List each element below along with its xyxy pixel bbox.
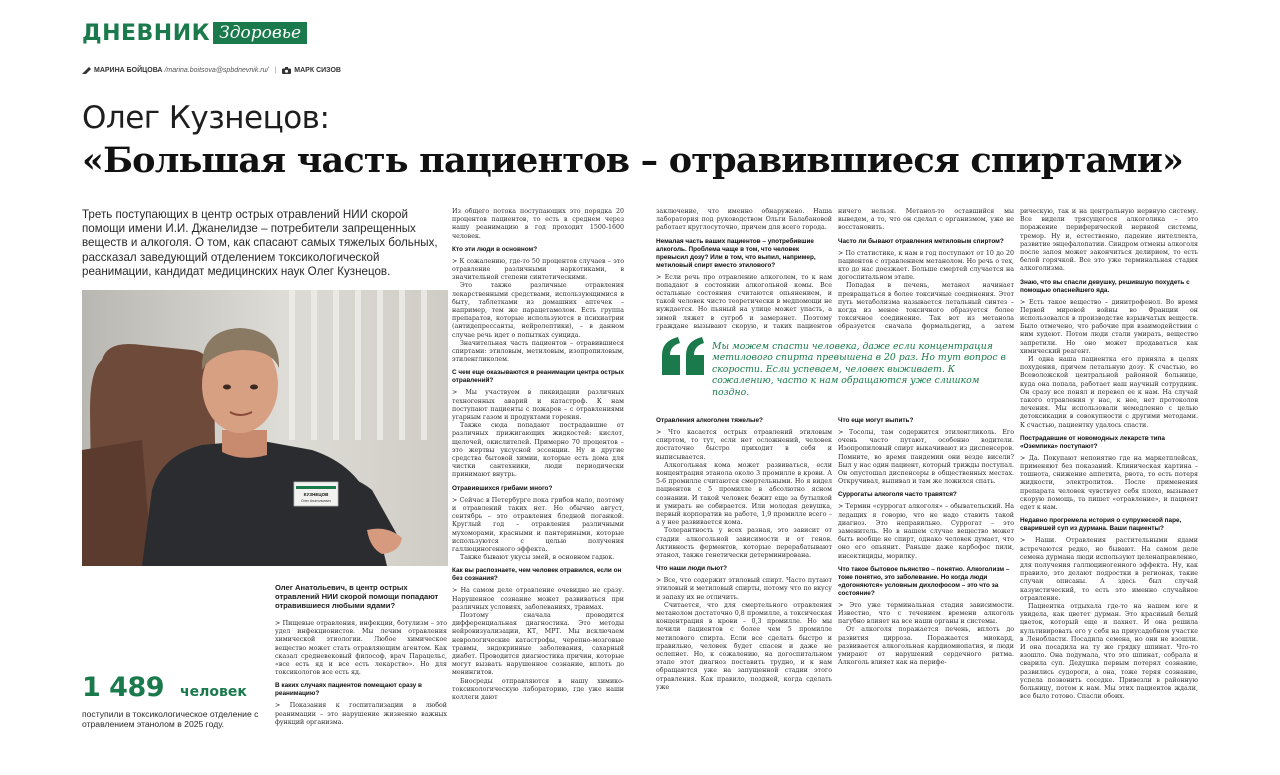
answer-text: Попадая в печень, метанол начинает превращаться в более токсичные соединения. Этот путь метаболизма называется летальный синтез – когда из менее токсичного образуется более токсичное соединение. Так вот из метанола образуется сначала формальдегид, а затем xyxy=(838,282,1014,330)
question-text: Суррогаты алкоголя часто травятся? xyxy=(838,491,957,499)
answer-text: > Наши. Отравления растительными ядами встречаются редко, но бывают. На самом деле семена дурмана люди используют целенаправленно, для получения галлюциногенного эффекта. Ну, как правило, это делают подростки в регионах, такие случаи описаны. А здесь был случай казуистический, то есть это именно случайное отравление. xyxy=(1020,537,1198,602)
answer-text: Из общего потока поступающих это порядка 20 процентов пациентов, то есть в среднем через нашу реанимацию в год проходит 1500-1600 человек. xyxy=(452,208,624,240)
answer-text: > Термин «суррогат алкоголя» – обывательский. На ледащих я говорю, что не надо ставить такой диагноз. Это неправильно. Суррогат – это заменитель. Но в нашем случае вещество может быть вообще не спирт, однако человек думает, что оно его опьянит. Раньше даже карбофос пили, инсектициды, морилку. xyxy=(838,503,1014,560)
pull-quote-text: Мы можем спасти человека, даже если концентрация метилового спирта превышена в 20 раз. Но тут вопрос в скорости. Если успеваем, человек выживает. К сожалению, часто к нам обращаются уже слишком поздно. xyxy=(712,341,1006,398)
article-column-3-top xyxy=(656,208,832,330)
article-column-5 xyxy=(1020,208,1198,728)
answer-text: Алкогольная кома может развиваться, если концентрация этанола около 3 промилле в крови. А 5-6 промилле считаются смертельными. Но я видел пациентов с 5 промилле в абсолютно ясном сознании. И такой человек бежит еще за бутылкой и умирать не собирается. Или молодая девушка, первый корпоратив на работе, 1,9 промилле всего – а у нее развивается кома. xyxy=(656,461,832,527)
author-email: /marina.boitsova@spbdnevnik.ru/ xyxy=(164,67,269,74)
question-text: В каких случаях пациентов помещают сразу в реанимацию? xyxy=(275,682,422,698)
answer-text: > На самом деле отравление очевидно не сразу. Нарушенное сознание может развиваться при различных условиях, заболеваниях, травмах. xyxy=(452,587,624,611)
answer-text: Поэтому сначала проводится дифференциальная диагностика. Это методы нейровизуализации, КТ, МРТ. Мы исключаем неврологические катастрофы, черепно-мозговые травмы, эндокринные заболевания, сахарный диабет. Проводится диагностика причин, которые могут вызвать нарушенное сознание, вплоть до менингитов. xyxy=(452,611,624,677)
byline-separator: | xyxy=(274,67,277,74)
pull-quote xyxy=(656,333,1012,399)
question-text: Немалая часть ваших пациентов – употребившие алкоголь. Проблема чаще в том, что человек превысил дозу? Или в том, что выпил, например, метиловый спирт вместо этилового? xyxy=(656,237,816,269)
question-text: Кто эти люди в основном? xyxy=(452,245,538,253)
answer-text: > По статистике, к нам в год поступают от 10 до 20 пациентов с отравлением метанолом. Но речь о тех, кто до нас доезжает. Больше смертей случается на догоспитальном этапе. xyxy=(838,249,1014,282)
photographer-name: МАРК СИЗОВ xyxy=(294,67,341,74)
stat-unit: человек xyxy=(180,684,247,700)
headline-quote: «Большая часть пациентов – отравившиеся спиртами» xyxy=(82,140,1184,181)
answer-text: От алкоголя поражается печень, вплоть до развития цирроза. Поражается миокард, развивается алкогольная кардиомиопатия, и люди умирают от нарушений сердечного ритма. Алкоголь влияет как на перифе- xyxy=(838,626,1014,667)
answer-text: Пациентка отдыхала где-то на нашем юге и увидела, как цветет дурман. Это красивый белый цветок, который еще и пахнет. И она решила культивировать его у себя на приусадебном участке в Ленобласти. Посадила семена, но они не взошли. И она посадила на ту же грядку шпинат. Что-то взошло. Она подумала, что это шпинат, собрала и сварила суп. Дедушка первым потерял сознание, развились судороги, а она, тоже теряя сознание, успела позвонить соседке. Привезли в районную больницу, потом к нам. Мы этих пациентов ждали, все было готово. Спасли обоих. xyxy=(1020,602,1198,701)
answer-text: Это также различные отравления лекарственными средствами, использующимися в быту, таблетками из домашних аптечек – например, тем же парацетамолом. Есть группа препаратов, которые используются в психиатрии (антидепрессанты, нейролептики), – в данном случае речь идет о попытках суицида. xyxy=(452,282,624,339)
article-lead: Треть поступающих в центр острых отравлений НИИ скорой помощи имени И.И. Джанелидзе – потребители запрещенных веществ и алкоголя. О том, как спасают самых тяжелых больных, рассказал заведующий отделением токсикологической реанимации, кандидат медицинских наук Олег Кузнецов. xyxy=(82,208,438,278)
answer-text: > Тосолы, там содержится этиленгликоль. Его очень часто путают, особенно водители. Изопропиловый спирт выкачивают из диспенсеров. Помните, во время пандемии они везде висели? Был у нас один пациент, который трижды поступал. Он опустошал диспенсеры в общественных местах. Откручивал, выпивал и там же ложился спать. xyxy=(838,429,1014,486)
masthead xyxy=(82,20,307,46)
article-column-3-bottom xyxy=(656,412,832,728)
answer-text: рическую, так и на центральную нервную систему. Все видели трясущегося алкоголика – это поражение периферической нервной системы, тремор. Ну и, естественно, падение интеллекта, развитие энцефалопатии. Синдром отмены алкоголя после запоя может закончиться делирием, то есть белой горячкой. Все это уже терминальная стадия алкоголизма. xyxy=(1020,208,1198,273)
answer-text: Биосреды отправляются в нашу химико-токсикологическую лабораторию, где уже наши коллеги дают xyxy=(452,677,624,701)
question-text: Знаю, что вы спасли девушку, решившую похудеть с помощью опаснейшего яда. xyxy=(1020,278,1190,294)
answer-text: > Что касается острых отравлений этиловым спиртом, то тут, если нет осложнений, человек достаточно быстро приходит в себя и выписывается. xyxy=(656,429,832,461)
answer-text: И одна наша пациентка его приняла в целях похудения, причем летальную дозу. К счастью, во Всеволожской центральной районной больнице, куда она попала, работает наш научный сотрудник. Он сразу все понял и перевел ее к нам. На случай такого отравления у нас, к нее, нет протоколов лечения. Мы использовали немедленно с целью детоксикации в совокупности с другими методами. К счастью, пациентку удалось спасти. xyxy=(1020,356,1198,429)
question-text: Что еще могут выпить? xyxy=(838,417,914,424)
badge-name: КУЗНЕЦОВ xyxy=(303,492,329,497)
quote-mark-icon xyxy=(660,337,706,375)
question-text: С чем еще оказываются в реанимации центра острых отравлений? xyxy=(452,369,624,385)
camera-icon xyxy=(282,67,291,74)
photo-caption: Олег Анатольевич, в центр острых отравлений НИИ скорой помощи попадают отравившиеся любыми ядами? xyxy=(275,583,439,611)
question-text: Часто ли бывают отравления метиловым спиртом? xyxy=(838,237,1004,245)
answer-text: > Все, что содержит этиловый спирт. Часто путают этиловый и метиловый спирты, потому что по вкусу и запаху их не отличить. xyxy=(656,577,832,601)
question-text: Отравления алкоголем тяжелые? xyxy=(656,417,763,424)
question-text: Недавно прогремела история о супружеской паре, сварившей суп из дурмана. Ваши пациенты? xyxy=(1020,517,1182,533)
stat-block xyxy=(82,672,247,703)
answer-text: > Мы участвуем в ликвидации различных техногенных аварий и катастроф. К нам поступают пациенты с пожаров – с отравлениями угарным газом и продуктами горения. xyxy=(452,389,624,422)
article-column-4-bottom xyxy=(838,412,1014,728)
portrait-photo xyxy=(82,290,448,566)
answer-text: > Это уже терминальная стадия зависимости. Известно, что с течением времени алкоголь пагубно влияет на все наши органы и системы. xyxy=(838,601,1014,626)
question-text: Как вы распознаете, чем человек отравился, если он без сознания? xyxy=(452,567,622,583)
answer-text: Считается, что для смертельного отравления метанолом достаточно 0,8 промилле, а токсическая концентрация в крови – 0,3 промилле. Но мы лечили пациентов с более чем 5 промилле метилового спирта. Если все сделать быстро и правильно, человек будет спасен и даже не ослепнет. Но, к сожалению, на догоспитальном этапе этот диагноз поставить трудно, и к нам обращаются уже на запущенной стадии этого отравления. Как правило, поздней, когда сделать уже xyxy=(656,601,832,691)
answer-text: > К сожалению, где-то 50 процентов случаев – это отравление различными наркотиками, в значительной степени синтетическими. xyxy=(452,257,624,282)
stat-number: 1 489 xyxy=(82,672,165,703)
answer-text: Толерантность у всех разная, это зависит от стадии алкогольной зависимости и от генов. Активность ферментов, которые перерабатывают этанол, также генетически детерминирована. xyxy=(656,527,832,560)
article-column-4-top xyxy=(838,208,1014,330)
answer-text: > Да. Покупают непонятно где на маркетплейсах, применяют без показаний. Клиническая картина – тошнота, снижение аппетита, рвота, то есть потеря жидкости, электролитов. После применения препарата человек чувствует себя плохо, вызывает скорую помощь, та пишет «отравление», и пациент едет к нам. xyxy=(1020,454,1198,512)
pen-icon xyxy=(82,67,91,74)
answer-text: Также бывают укусы змей, в основном гадюк. xyxy=(460,554,615,562)
badge-role: Олег Анатольевич xyxy=(301,499,331,503)
stat-description: поступили в токсикологическое отделение с отравлением этанолом в 2025 году. xyxy=(82,709,259,730)
answer-text: > Показания к госпитализации в любой реанимации – это нарушение жизненно важных функций организма. xyxy=(275,702,447,726)
article-column-1 xyxy=(275,620,447,728)
answer-text: ничего нельзя. Метанол-то оставшийся мы выведем, а то, что он сделал с организмом, уже не восстановить. xyxy=(838,208,1014,232)
answer-text: Также сюда попадают пострадавшие от различных прижигающих жидкостей: кислот, щелочей, окислителей. Примерно 70 процентов – это жертвы уксусной эссенции. Ну и другие средства бытовой химии, которые есть дома для чистки сантехники, люди периодически принимают внутрь. xyxy=(452,422,624,479)
headline-name: Олег Кузнецов: xyxy=(82,100,330,136)
masthead-title: ДНЕВНИК xyxy=(82,20,211,46)
masthead-section: Здоровье xyxy=(213,22,307,44)
answer-text: > Сейчас в Петербурге пока грибов мало, поэтому и отравлений таких нет. Но обычно август, сентябрь – это отравления бледной поганкой. Круглый год – отравления различными мухоморами, красными и пантериными, которые используются с целью получения галлюциногенного эффекта. xyxy=(452,496,624,553)
answer-text: > Пищевые отравления, инфекции, ботулизм – это удел инфекционистов. Мы лечим отравления химической этиологии. Любое химическое вещество может стать отравляющим агентом. Как сказал средневековый философ, врач Парацельс, «все есть яд и все есть лекарство». Но для токсикологов все есть яд. xyxy=(275,620,447,677)
question-text: Пострадавшие от новомодных лекарств типа «Оземпика» поступают? xyxy=(1020,434,1165,450)
question-text: Отравившихся грибами много? xyxy=(452,484,553,492)
answer-text: Значительная часть пациентов – отравившиеся спиртами: этиловым, метиловым, изопропиловым, этиленгликолем. xyxy=(452,339,624,364)
article-column-2 xyxy=(452,208,624,728)
bylines xyxy=(82,67,341,74)
question-text: Что такое бытовое пьянство – понятно. Алкоголизм – тоже понятно, это заболевание. Но когда люди «догоняются» условным дихлофосом – это что за состояние? xyxy=(838,565,1010,597)
answer-text: > Есть такое вещество – динитрофенол. Во время Первой мировой войны во Франции он использовался в производстве взрывчатых веществ. Было отмечено, что рабочие при взаимодействии с ним худеют. Потом люди стали умирать, вещество запретили. Но оно может продаваться как химический реагент. xyxy=(1020,298,1198,355)
answer-text: > Если речь про отравление алкоголем, то к нам попадают в состоянии алкогольной комы. Все остальные состояния считаются опьянением, и такой человек чисто теоретически в медпомощи не нуждается. Но пьяный на улице может упасть, а зимой ляжет в сугроб и замерзнет. Поэтому граждане вызывают скорую, и таких пациентов xyxy=(656,273,832,330)
author-name: МАРИНА БОЙЦОВА xyxy=(94,67,163,74)
answer-text: заключение, что именно обнаружено. Наша лаборатория под руководством Ольги Балабановой работает круглосуточно, причем для всего города. xyxy=(656,208,832,232)
question-text: Что наши люди пьют? xyxy=(656,565,727,573)
